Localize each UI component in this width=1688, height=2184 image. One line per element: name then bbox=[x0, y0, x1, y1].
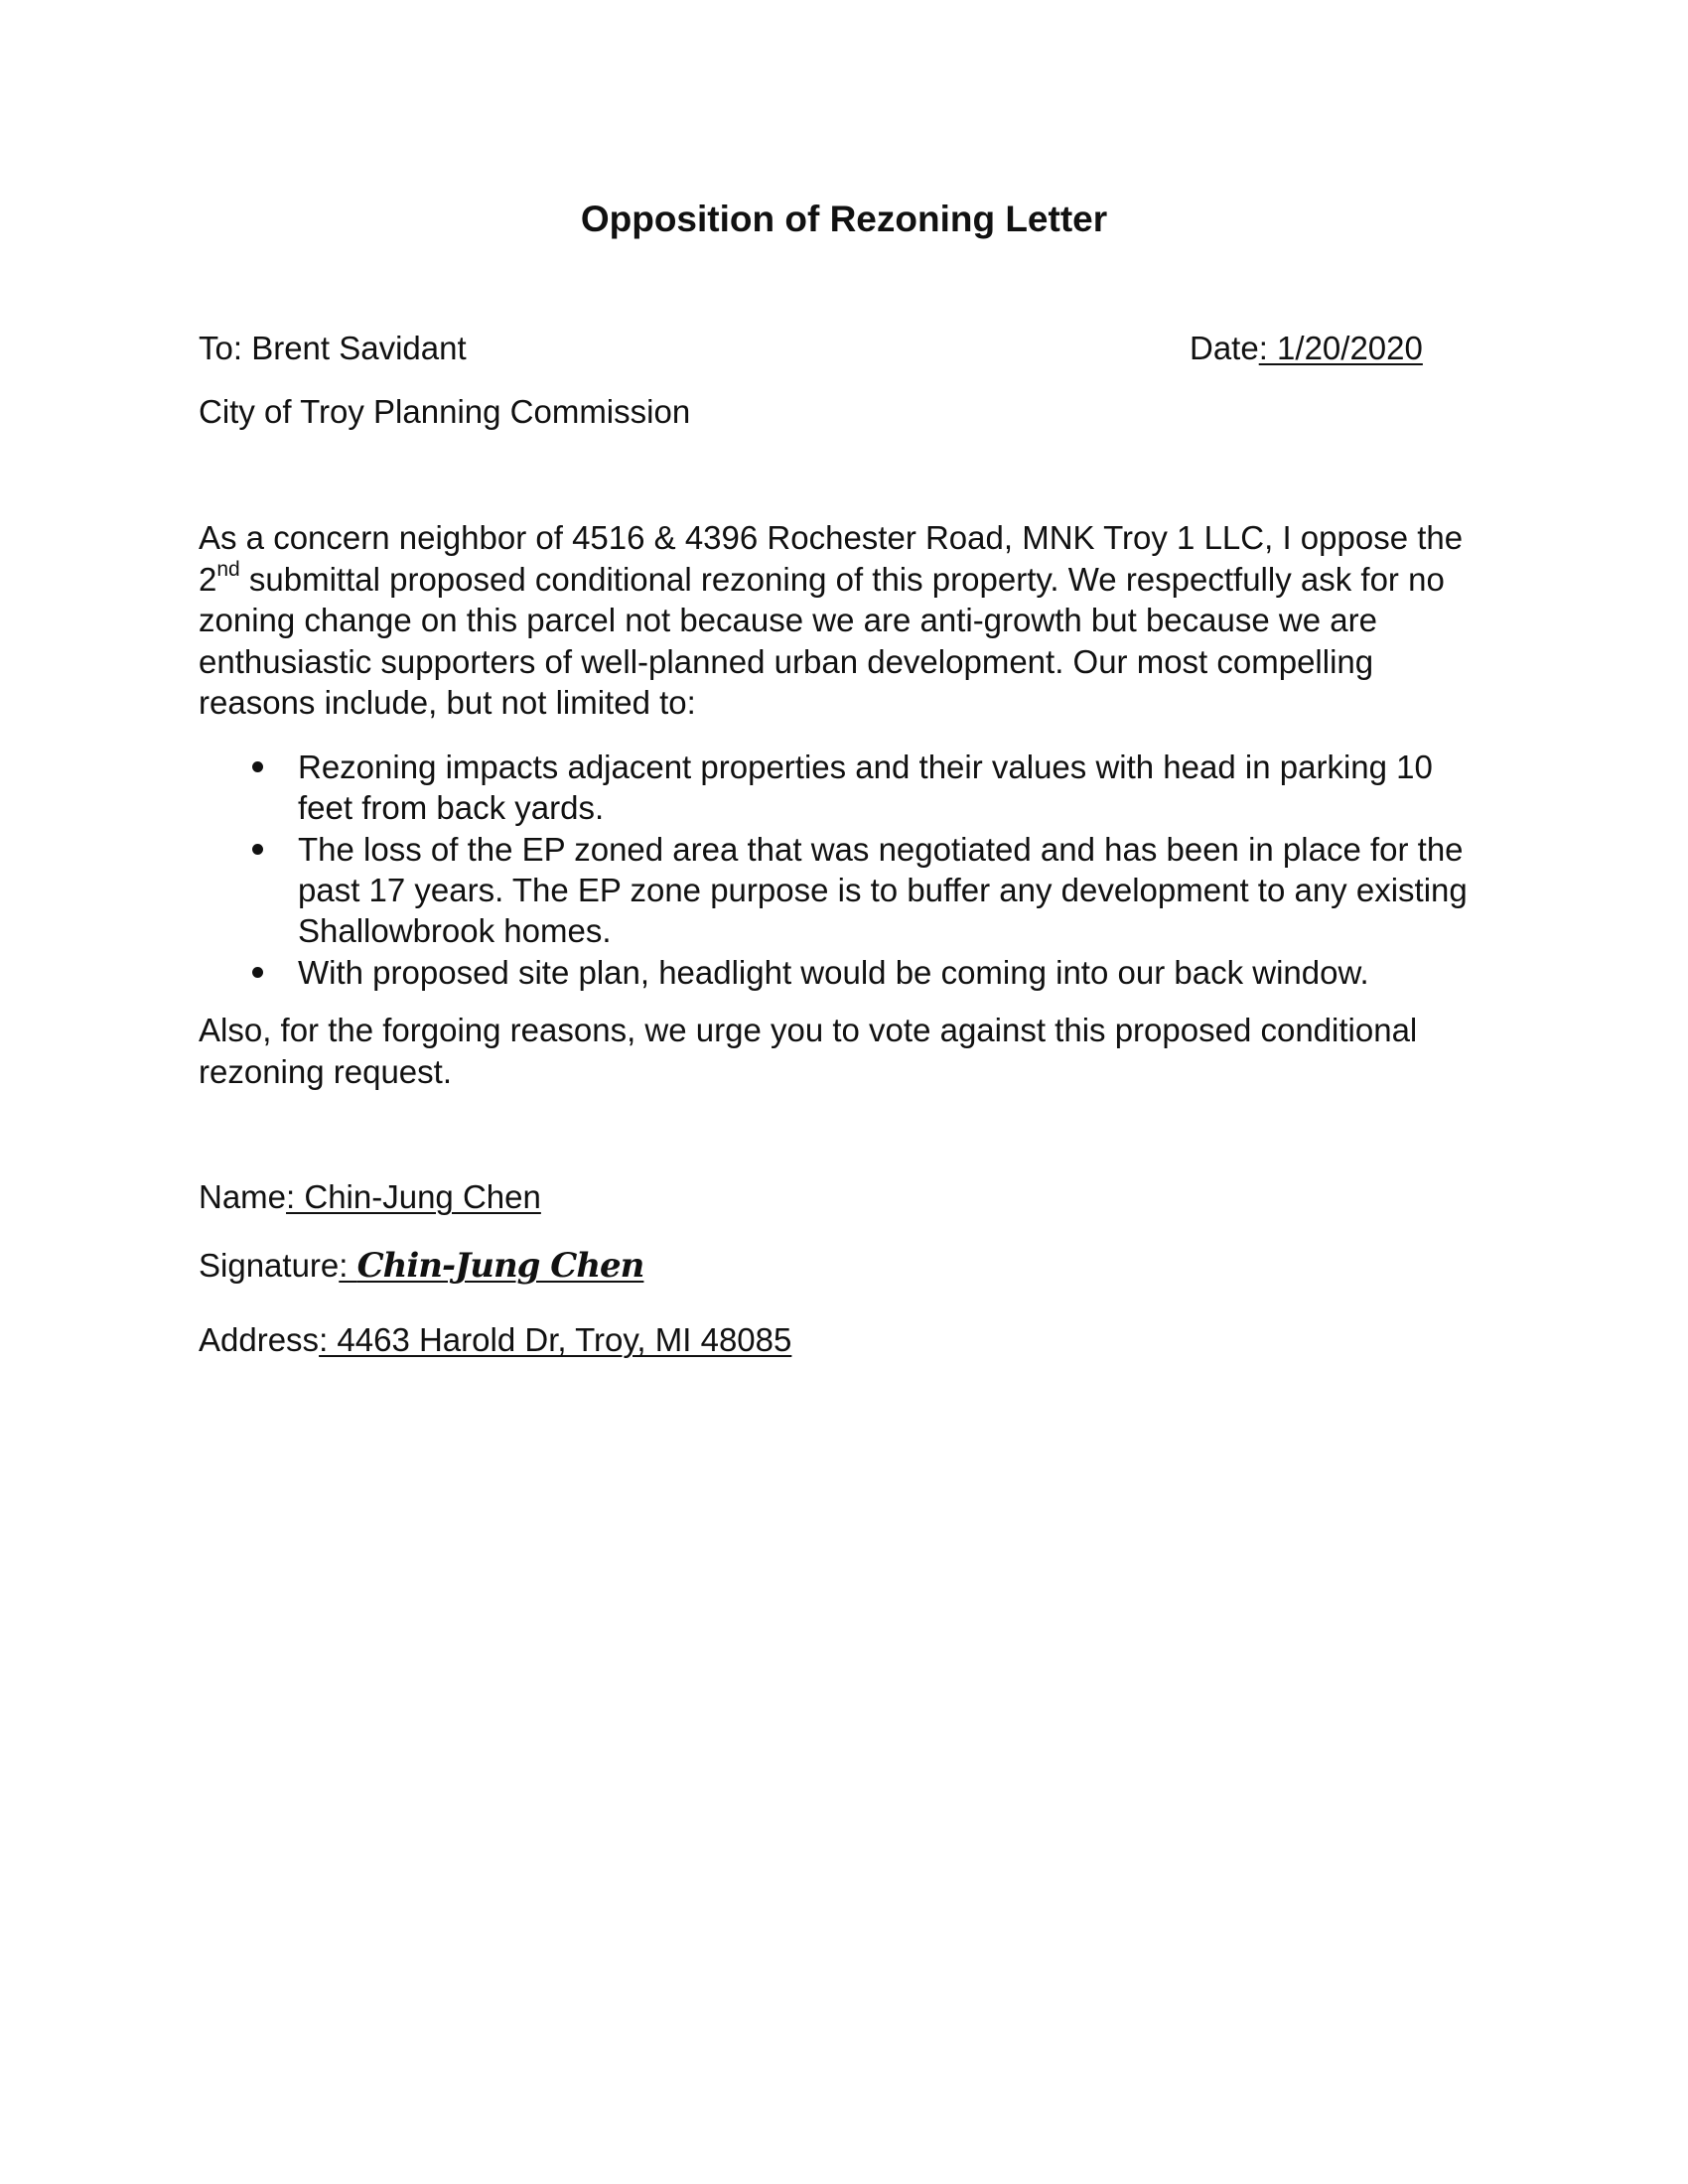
date-line bbox=[1190, 328, 1423, 368]
ordinal-number: 2 bbox=[199, 560, 217, 598]
reasons-list bbox=[199, 747, 1489, 994]
bullet-icon bbox=[252, 967, 263, 978]
list-item bbox=[199, 829, 1489, 951]
letter-title: Opposition of Rezoning Letter bbox=[580, 199, 1108, 239]
signature-prefix: : bbox=[339, 1247, 357, 1284]
intro-line: zoning change on this parcel not because we are anti-growth but because we are bbox=[199, 602, 1377, 638]
intro-line: As a concern neighbor of 4516 & 4396 Rochester Road, MNK Troy 1 LLC, I oppose the bbox=[199, 519, 1464, 556]
list-item-line: Shallowbrook homes. bbox=[298, 912, 612, 949]
intro-line-text: submittal proposed conditional rezoning of this property. We respectfully ask for no bbox=[248, 560, 1445, 598]
list-item-line: With proposed site plan, headlight would be coming into our back window. bbox=[298, 954, 1369, 991]
list-item bbox=[199, 952, 1489, 993]
list-item-line: The loss of the EP zoned area that was negotiated and has been in place for the bbox=[298, 831, 1464, 868]
bullet-icon bbox=[252, 844, 263, 855]
recipient-line: To: Brent Savidant bbox=[199, 330, 467, 366]
list-item-line: feet from back yards. bbox=[298, 789, 605, 826]
address-label: Address bbox=[199, 1321, 320, 1358]
name-field bbox=[199, 1176, 541, 1217]
date-label: Date bbox=[1190, 330, 1259, 366]
list-item-line: past 17 years. The EP zone purpose is to buffer any development to any existing bbox=[298, 872, 1468, 908]
bullet-icon bbox=[252, 761, 263, 772]
handwritten-signature: Chin-Jung Chen bbox=[356, 1246, 644, 1286]
date-value: : 1/20/2020 bbox=[1258, 330, 1423, 366]
intro-line: reasons include, but not limited to: bbox=[199, 684, 696, 721]
name-value: : Chin-Jung Chen bbox=[286, 1178, 541, 1215]
list-item-line: Rezoning impacts adjacent properties and their values with head in parking 10 bbox=[298, 749, 1433, 785]
recipient-organization: City of Troy Planning Commission bbox=[199, 393, 691, 430]
closing-paragraph bbox=[199, 1010, 1489, 1092]
intro-line bbox=[199, 559, 1489, 601]
signature-field bbox=[199, 1245, 643, 1287]
list-item bbox=[199, 747, 1489, 828]
signature-label: Signature bbox=[199, 1247, 340, 1284]
address-field bbox=[199, 1319, 791, 1360]
ordinal-suffix: nd bbox=[216, 557, 240, 581]
address-value: : 4463 Harold Dr, Troy, MI 48085 bbox=[319, 1321, 792, 1358]
closing-line: Also, for the forgoing reasons, we urge you to vote against this proposed conditional bbox=[199, 1012, 1418, 1048]
intro-paragraph bbox=[199, 517, 1489, 724]
closing-line: rezoning request. bbox=[199, 1052, 452, 1090]
name-label: Name bbox=[199, 1178, 287, 1215]
intro-line: enthusiastic supporters of well-planned urban development. Our most compelling bbox=[199, 642, 1374, 680]
